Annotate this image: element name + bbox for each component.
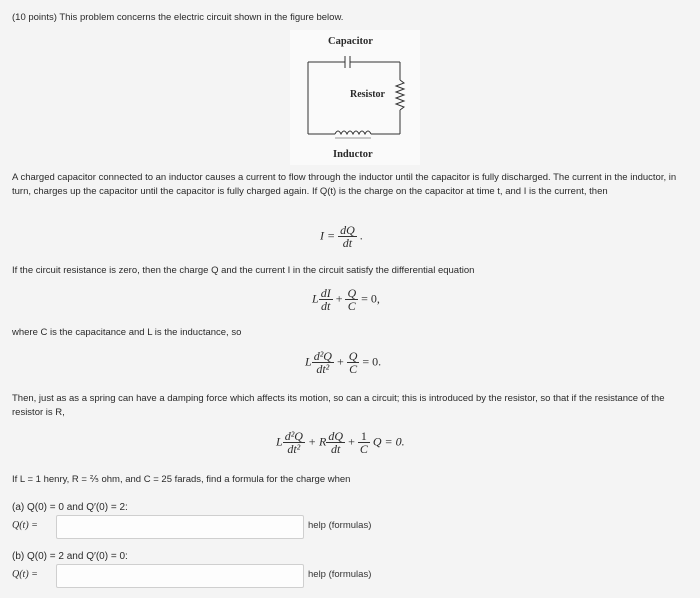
equation-current bbox=[320, 224, 363, 249]
eq4-L: L bbox=[276, 434, 283, 449]
eq3-den2: C bbox=[349, 362, 358, 376]
part-a-answer-input[interactable] bbox=[56, 515, 304, 539]
eq4-frac2 bbox=[326, 430, 345, 455]
equation-second-order bbox=[305, 350, 381, 375]
part-b-help-link[interactable]: help (formulas) bbox=[308, 569, 372, 580]
part-a-help-link[interactable]: help (formulas) bbox=[308, 520, 372, 531]
eq4-den3: C bbox=[359, 442, 368, 456]
eq2-den2: C bbox=[347, 299, 356, 313]
eq4-num3: 1 bbox=[358, 430, 370, 443]
part-b-answer-label: Q(t) = bbox=[12, 569, 38, 580]
eq3-num1: d²Q bbox=[313, 349, 332, 363]
eq2-plus: + bbox=[335, 291, 343, 306]
eq4-den2: dt bbox=[331, 442, 341, 456]
eq3-L: L bbox=[305, 354, 312, 369]
capacitor-label: Capacitor bbox=[328, 36, 373, 47]
part-b-answer-input[interactable] bbox=[56, 564, 304, 588]
eq2-frac1 bbox=[319, 287, 333, 312]
eq3-den1: dt² bbox=[316, 362, 330, 376]
eq4-num1: d²Q bbox=[284, 429, 303, 443]
eq1-num: dQ bbox=[340, 223, 355, 237]
eq4-tail: Q = 0. bbox=[372, 434, 405, 449]
equation-rlc bbox=[276, 430, 405, 455]
eq3-tail: = 0. bbox=[362, 354, 382, 369]
eq2-frac2 bbox=[345, 287, 358, 312]
part-a-conditions: (a) Q(0) = 0 and Q′(0) = 2: bbox=[12, 502, 128, 513]
eq2-num1: dI bbox=[320, 286, 331, 300]
eq2-L: L bbox=[312, 291, 319, 306]
spring-paragraph: Then, just as as a spring can have a damping force which affects its motion, so can a circuit; this is introduced by the resistor, so that if the resistance of the resistor is R, bbox=[12, 393, 665, 418]
resistor-label: Resistor bbox=[350, 89, 385, 100]
eq2-num2: Q bbox=[347, 286, 357, 300]
given-paragraph: If L = 1 henry, R = ⅖ ohm, and C = 25 farads, find a formula for the charge when bbox=[12, 474, 351, 485]
where-paragraph: where C is the capacitance and L is the inductance, so bbox=[12, 327, 242, 338]
problem-header: (10 points) This problem concerns the electric circuit shown in the figure below. bbox=[12, 12, 344, 23]
circuit-figure bbox=[290, 30, 420, 165]
eq4-frac1 bbox=[283, 430, 305, 455]
eq4-plus: + bbox=[348, 434, 355, 449]
inductor-label: Inductor bbox=[333, 149, 373, 160]
resistance-zero-paragraph: If the circuit resistance is zero, then the charge Q and the current I in the circuit satisfy the differential equation bbox=[12, 265, 475, 276]
intro-paragraph: A charged capacitor connected to an inductor causes a current to flow through the inductor until the capacitor is fully discharged. The current in the inductor, in turn, charges up the capacitor until the capacitor is fully charged again. If Q(t) is the charge on the capacitor at time t, and I is the current, then bbox=[12, 172, 677, 197]
eq3-frac1 bbox=[312, 350, 334, 375]
eq3-num2: Q bbox=[348, 349, 358, 363]
eq1-den: dt bbox=[342, 236, 353, 250]
equation-lc bbox=[312, 287, 380, 312]
part-a-answer-label: Q(t) = bbox=[12, 520, 38, 531]
eq4-plus-r: + R bbox=[307, 434, 327, 449]
eq1-fraction bbox=[338, 224, 357, 249]
eq3-frac2 bbox=[347, 350, 360, 375]
eq4-den1: dt² bbox=[287, 442, 301, 456]
eq1-tail: . bbox=[359, 228, 363, 243]
eq3-plus: + bbox=[336, 354, 344, 369]
eq1-lhs: I = bbox=[320, 228, 336, 243]
eq2-den1: dt bbox=[321, 299, 331, 313]
eq4-frac3 bbox=[358, 430, 370, 455]
part-b-conditions: (b) Q(0) = 2 and Q′(0) = 0: bbox=[12, 551, 128, 562]
eq2-tail: = 0, bbox=[361, 291, 380, 306]
eq4-num2: dQ bbox=[328, 429, 344, 443]
